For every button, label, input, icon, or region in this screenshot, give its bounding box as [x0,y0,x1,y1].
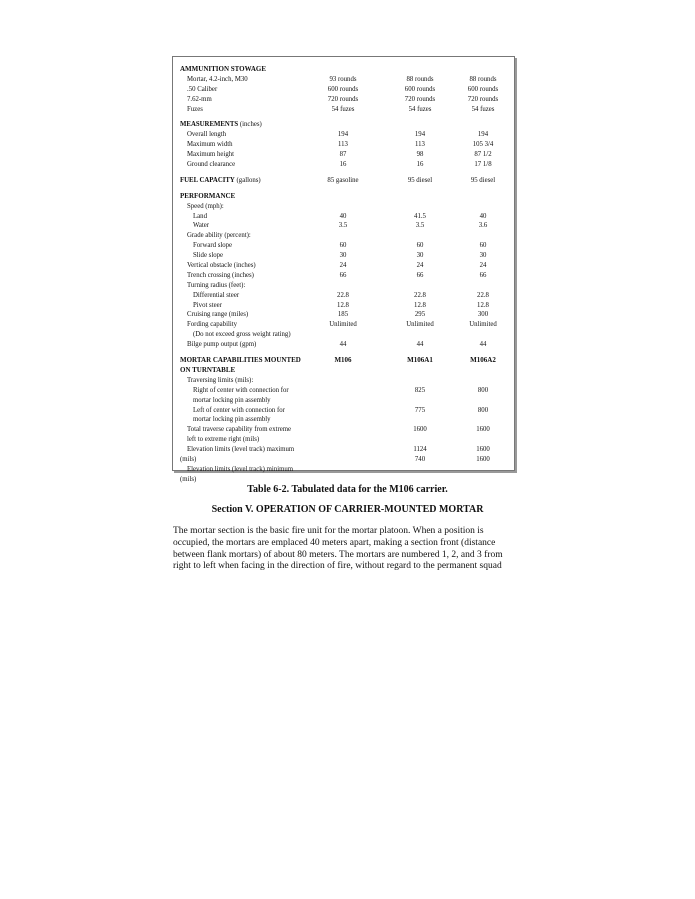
cell-c1: 185 [337,311,349,319]
cell-c1: 44 [339,341,347,349]
row-label: Bilge pump output (gpm) [187,341,257,349]
table-row [180,445,512,455]
cell-c1: 194 [337,131,349,139]
cell-c1: M106 [334,356,352,365]
cell-c3: 600 rounds [467,85,499,93]
row-label: Elevation limits (level track) minimum [187,465,294,473]
cell-c2: 60 [416,242,424,250]
row-label: .50 Caliber [187,85,218,93]
table-row [180,75,512,85]
cell-c3: 24 [479,262,487,270]
cell-c3: M106A2 [470,356,496,365]
row-label: PERFORMANCE [180,191,236,200]
row-label: Maximum height [187,151,235,159]
table-row [180,231,512,241]
table-row [180,261,512,271]
row-label: Water [193,222,210,230]
cell-c1: 720 rounds [327,95,359,103]
cell-c2: 600 rounds [404,85,436,93]
cell-c3: 66 [479,271,487,279]
row-label: Cruising range (miles) [187,311,249,319]
cell-c1: 600 rounds [327,85,359,93]
row-label: Overall length [187,131,227,139]
row-label: mortar locking pin assembly [193,416,271,424]
table-row [180,281,512,291]
cell-c2: 24 [416,262,424,270]
cell-c1: 30 [339,252,347,260]
cell-c2: 88 rounds [406,75,434,83]
cell-c3: 194 [477,131,489,139]
row-label: Traversing limits (mils): [187,376,254,384]
row-label: left to extreme right (mils) [187,436,260,444]
row-label: Fording capability [187,321,238,329]
table-row [180,160,512,170]
table-row [180,65,512,75]
cell-c2: 720 rounds [404,95,436,103]
table-row [180,105,512,115]
cell-c3: 88 rounds [469,75,497,83]
row-label: Maximum width [187,141,233,149]
cell-c1: 54 fuzes [331,105,355,113]
row-label: mortar locking pin assembly [193,396,271,404]
cell-c2: 16 [416,161,424,169]
table-row [180,120,512,130]
row-label: Slide slope [193,252,224,260]
row-label [180,176,261,186]
row-label: (Do not exceed gross weight rating) [193,331,291,339]
cell-c1: 60 [339,242,347,250]
cell-c3: 22.8 [477,291,489,299]
cell-c3: 300 [477,311,489,319]
cell-c3: 60 [479,242,487,250]
cell-c3: 3.6 [478,222,488,230]
cell-c2: 1124 [413,446,427,454]
table-row [180,366,512,376]
table-row [180,95,512,105]
table-row [180,455,512,465]
cell-c1: 24 [339,262,347,270]
cell-c1: 66 [339,271,347,279]
data-table [172,56,515,483]
cell-c2: 775 [414,406,426,414]
row-unit: (gallons) [234,176,261,184]
cell-c1: 40 [339,212,347,220]
table-row [180,271,512,281]
row-label [180,120,262,130]
cell-c2: 44 [416,341,424,349]
table-row [180,340,512,350]
row-label: Left of center with connection for [193,406,285,414]
cell-c2: 98 [416,151,424,159]
cell-c2: 1600 [413,426,427,434]
cell-c1: 113 [338,141,348,149]
row-label: Mortar, 4.2-inch, M30 [187,75,248,83]
row-heading: MEASUREMENTS [180,121,239,129]
table-row [180,202,512,212]
cell-c2: 95 diesel [407,176,433,184]
cell-c1: 3.5 [338,222,348,230]
table-caption: Table 6-2. Tabulated data for the M106 carrier. [247,484,448,495]
row-unit: (inches) [238,121,262,129]
row-label: Grade ability (percent): [187,232,251,240]
row-label: Total traverse capability from extreme [187,426,292,434]
cell-c2: 22.8 [414,291,426,299]
row-label: Pivot steer [193,301,222,309]
paragraph-line: between flank mortars) of about 80 meters. The mortars are numbered 1, 2, and 3 from [173,549,503,560]
cell-c2: Unlimited [406,321,434,329]
paragraph-line: occupied, the mortars are emplaced 40 meters apart, making a section front (distance [173,537,496,548]
section-title: Section V. OPERATION OF CARRIER-MOUNTED MORTAR [211,504,484,515]
cell-c1: 87 [339,151,347,159]
cell-c3: 17 1/8 [474,161,492,169]
cell-c1: 85 gasoline [327,176,359,184]
cell-c3: 12.8 [477,301,489,309]
cell-c1: Unlimited [329,321,357,329]
cell-c3: Unlimited [469,321,497,329]
table-row [180,415,512,425]
table-row [180,320,512,330]
table-row [180,291,512,301]
cell-c2: 740 [414,455,426,463]
table-row [180,425,512,435]
table-row [180,301,512,311]
table-row [180,150,512,160]
row-label: Land [193,212,207,220]
cell-c3: 800 [477,406,489,414]
row-label: Differential steer [193,291,240,299]
row-heading: FUEL CAPACITY [180,176,235,184]
cell-c2: 30 [416,252,424,260]
table-row [180,251,512,261]
cell-c2: 194 [414,131,426,139]
paragraph-line: right to left when facing in the direction of fire, without regard to the permanent squad [173,561,502,572]
cell-c3: 105 3/4 [472,141,494,149]
row-label: Right of center with connection for [193,386,289,394]
table-row [180,376,512,386]
table-row [180,310,512,320]
cell-c3: 1600 [476,446,490,454]
cell-c2: 295 [414,311,426,319]
cell-c1: 22.8 [337,291,349,299]
table-row [180,330,512,340]
table-row [180,212,512,222]
table-row [180,85,512,95]
table-row [180,130,512,140]
table-row [180,241,512,251]
cell-c1: 16 [339,161,347,169]
cell-c2: M106A1 [407,356,433,365]
table-row [180,221,512,231]
table-rows [180,65,512,485]
cell-c3: 1600 [476,455,490,463]
cell-c2: 113 [415,141,425,149]
cell-c3: 44 [479,341,487,349]
cell-c3: 720 rounds [467,95,499,103]
cell-c3: 40 [479,212,487,220]
table-row [180,192,512,202]
cell-c3: 800 [477,386,489,394]
row-label: Speed (mph): [187,202,224,210]
cell-c3: 1600 [476,426,490,434]
cell-c3: 54 fuzes [471,105,495,113]
table-row [180,435,512,445]
cell-c2: 66 [416,271,424,279]
row-label: Ground clearance [187,161,236,169]
cell-c2: 12.8 [414,301,426,309]
cell-c1: 93 rounds [329,75,357,83]
table-row [180,465,512,475]
row-label: Vertical obstacle (inches) [187,262,256,270]
cell-c2: 41.5 [414,212,426,220]
row-label: ON TURNTABLE [180,365,236,374]
table-row [180,406,512,416]
table-row [180,386,512,396]
cell-c2: 54 fuzes [408,105,432,113]
row-label: Trench crossing (inches) [187,271,254,279]
row-label: AMMUNITION STOWAGE [180,65,267,73]
table-row [180,396,512,406]
row-label: (mils) [180,475,197,483]
body-paragraph [173,526,525,573]
table-row [180,140,512,150]
cell-c3: 87 1/2 [474,151,492,159]
cell-c3: 95 diesel [470,176,496,184]
row-label: Fuzes [187,105,203,113]
row-label: 7.62-mm [187,95,212,103]
row-label: (mils) [180,455,197,463]
cell-c3: 30 [479,252,487,260]
row-label: Forward slope [193,242,233,250]
cell-c2: 825 [414,386,426,394]
cell-c1: 12.8 [337,301,349,309]
row-label: Elevation limits (level track) maximum [187,446,295,454]
row-label: Turning radius (feet): [187,281,246,289]
cell-c2: 3.5 [415,222,425,230]
table-row [180,356,512,366]
table-row [180,176,512,186]
row-label: MORTAR CAPABILITIES MOUNTED [180,356,301,365]
paragraph-line: The mortar section is the basic fire unit for the mortar platoon. When a position is [173,526,484,536]
